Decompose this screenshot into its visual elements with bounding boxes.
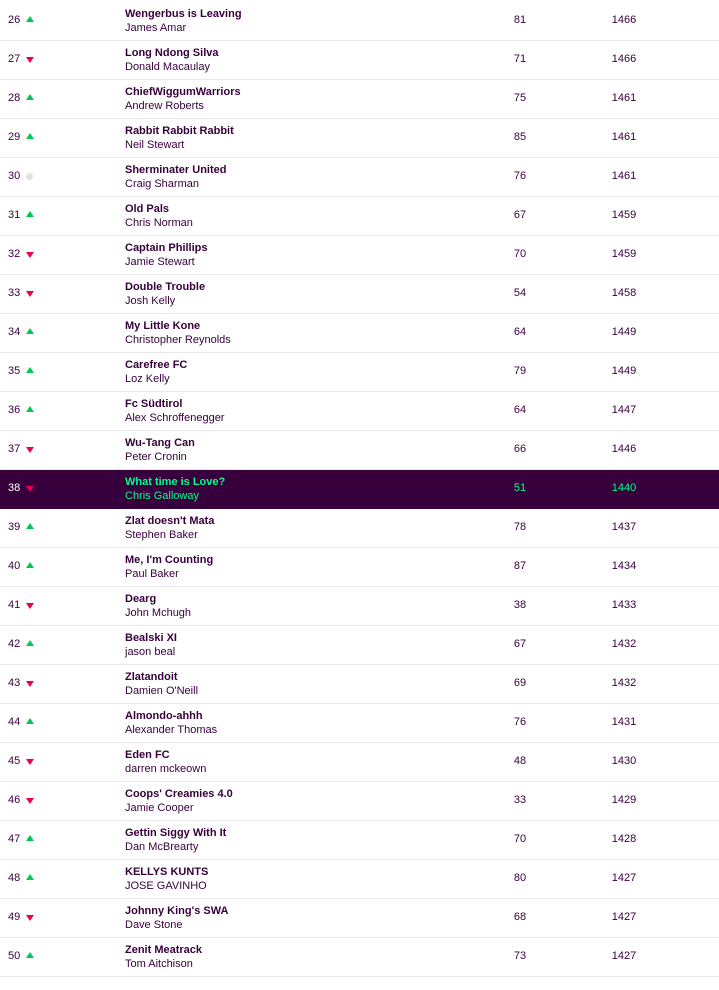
- rank-number: 36: [8, 404, 21, 416]
- team-name-link[interactable]: Zlat doesn't Mata: [125, 515, 215, 527]
- manager-name: Donald Macaulay: [125, 61, 210, 73]
- rank-number: 40: [8, 560, 21, 572]
- gameweek-points: 76: [513, 716, 527, 728]
- team-name-link[interactable]: Sherminater United: [125, 164, 227, 176]
- manager-name: Christopher Reynolds: [125, 334, 231, 346]
- table-row[interactable]: [0, 626, 719, 665]
- rank-number: 38: [8, 482, 21, 494]
- arrow-down-icon: [26, 447, 34, 453]
- table-row[interactable]: [0, 275, 719, 314]
- team-name-link[interactable]: Me, I'm Counting: [125, 554, 214, 566]
- table-row[interactable]: [0, 197, 719, 236]
- manager-name: Chris Galloway: [125, 490, 199, 502]
- total-points: 1428: [611, 833, 637, 845]
- team-name-link[interactable]: What time is Love?: [125, 476, 226, 488]
- gameweek-points: 70: [513, 833, 527, 845]
- manager-name: jason beal: [125, 646, 176, 658]
- arrow-down-icon: [26, 486, 34, 492]
- table-row[interactable]: [0, 509, 719, 548]
- arrow-up-icon: [26, 640, 34, 646]
- manager-name: Craig Sharman: [125, 178, 199, 190]
- table-row[interactable]: [0, 431, 719, 470]
- total-points: 1429: [611, 794, 637, 806]
- rank-number: 42: [8, 638, 21, 650]
- manager-name: JOSE GAVINHO: [125, 880, 207, 892]
- arrow-down-icon: [26, 603, 34, 609]
- team-name-link[interactable]: Coops' Creamies 4.0: [125, 788, 233, 800]
- rank-number: 32: [8, 248, 21, 260]
- table-row[interactable]: [0, 821, 719, 860]
- arrow-up-icon: [26, 562, 34, 568]
- arrow-down-icon: [26, 798, 34, 804]
- team-name-link[interactable]: Dearg: [125, 593, 157, 605]
- total-points: 1430: [611, 755, 637, 767]
- manager-name: Paul Baker: [125, 568, 179, 580]
- total-points: 1427: [611, 950, 637, 962]
- gameweek-points: 48: [513, 755, 527, 767]
- manager-name: Josh Kelly: [125, 295, 176, 307]
- gameweek-points: 33: [513, 794, 527, 806]
- gameweek-points: 85: [513, 131, 527, 143]
- rank-number: 49: [8, 911, 21, 923]
- team-name-link[interactable]: Eden FC: [125, 749, 170, 761]
- team-name-link[interactable]: Captain Phillips: [125, 242, 208, 254]
- manager-name: John Mchugh: [125, 607, 192, 619]
- arrow-up-icon: [26, 523, 34, 529]
- arrow-up-icon: [26, 367, 34, 373]
- arrow-down-icon: [26, 915, 34, 921]
- gameweek-points: 70: [513, 248, 527, 260]
- total-points: 1431: [611, 716, 637, 728]
- arrow-up-icon: [26, 718, 34, 724]
- team-name-link[interactable]: Zenit Meatrack: [125, 944, 203, 956]
- rank-number: 46: [8, 794, 21, 806]
- gameweek-points: 38: [513, 599, 527, 611]
- team-name-link[interactable]: Long Ndong Silva: [125, 47, 219, 59]
- arrow-up-icon: [26, 16, 34, 22]
- table-row[interactable]: [0, 743, 719, 782]
- rank-number: 27: [8, 53, 21, 65]
- arrow-down-icon: [26, 291, 34, 297]
- table-row[interactable]: [0, 860, 719, 899]
- team-name-link[interactable]: Gettin Siggy With It: [125, 827, 227, 839]
- gameweek-points: 87: [513, 560, 527, 572]
- rank-number: 34: [8, 326, 21, 338]
- rank-number: 41: [8, 599, 21, 611]
- table-row[interactable]: [0, 665, 719, 704]
- arrow-down-icon: [26, 57, 34, 63]
- total-points: 1459: [611, 248, 637, 260]
- gameweek-points: 68: [513, 911, 527, 923]
- total-points: 1432: [611, 638, 637, 650]
- manager-name: Loz Kelly: [125, 373, 170, 385]
- arrow-up-icon: [26, 94, 34, 100]
- team-name-link[interactable]: ChiefWiggumWarriors: [125, 86, 241, 98]
- gameweek-points: 64: [513, 326, 527, 338]
- gameweek-points: 66: [513, 443, 527, 455]
- total-points: 1449: [611, 365, 637, 377]
- rank-number: 43: [8, 677, 21, 689]
- arrow-down-icon: [26, 681, 34, 687]
- gameweek-points: 67: [513, 638, 527, 650]
- rank-number: 45: [8, 755, 21, 767]
- team-name-link[interactable]: My Little Kone: [125, 320, 201, 332]
- manager-name: Andrew Roberts: [125, 100, 204, 112]
- table-row[interactable]: [0, 41, 719, 80]
- arrow-up-icon: [26, 133, 34, 139]
- gameweek-points: 73: [513, 950, 527, 962]
- manager-name: Alexander Thomas: [125, 724, 218, 736]
- team-name-link[interactable]: Rabbit Rabbit Rabbit: [125, 125, 234, 137]
- gameweek-points: 80: [513, 872, 527, 884]
- total-points: 1466: [611, 53, 637, 65]
- arrow-up-icon: [26, 406, 34, 412]
- team-name-link[interactable]: Johnny King's SWA: [125, 905, 229, 917]
- manager-name: Damien O'Neill: [125, 685, 199, 697]
- gameweek-points: 64: [513, 404, 527, 416]
- total-points: 1461: [611, 131, 637, 143]
- rank-number: 37: [8, 443, 21, 455]
- team-name-link[interactable]: Fc Südtirol: [125, 398, 183, 410]
- arrow-up-icon: [26, 328, 34, 334]
- arrow-up-icon: [26, 952, 34, 958]
- total-points: 1434: [611, 560, 637, 572]
- table-row[interactable]: [0, 587, 719, 626]
- total-points: 1433: [611, 599, 637, 611]
- table-row[interactable]: [0, 782, 719, 821]
- rank-number: 29: [8, 131, 21, 143]
- total-points: 1461: [611, 170, 637, 182]
- manager-name: Jamie Cooper: [125, 802, 194, 814]
- arrow-up-icon: [26, 211, 34, 217]
- manager-name: Peter Cronin: [125, 451, 187, 463]
- gameweek-points: 76: [513, 170, 527, 182]
- total-points: 1446: [611, 443, 637, 455]
- gameweek-points: 81: [513, 14, 527, 26]
- total-points: 1449: [611, 326, 637, 338]
- rank-number: 39: [8, 521, 21, 533]
- table-row[interactable]: [0, 938, 719, 977]
- manager-name: Jamie Stewart: [125, 256, 195, 268]
- total-points: 1466: [611, 14, 637, 26]
- total-points: 1432: [611, 677, 637, 689]
- team-name-link[interactable]: Wu-Tang Can: [125, 437, 195, 449]
- total-points: 1461: [611, 92, 637, 104]
- table-row[interactable]: [0, 236, 719, 275]
- gameweek-points: 67: [513, 209, 527, 221]
- rank-number: 50: [8, 950, 21, 962]
- total-points: 1458: [611, 287, 637, 299]
- table-row[interactable]: [0, 119, 719, 158]
- manager-name: Chris Norman: [125, 217, 193, 229]
- table-row[interactable]: [0, 314, 719, 353]
- gameweek-points: 79: [513, 365, 527, 377]
- arrow-down-icon: [26, 759, 34, 765]
- rank-number: 31: [8, 209, 21, 221]
- table-row[interactable]: [0, 158, 719, 197]
- total-points: 1459: [611, 209, 637, 221]
- team-name-link[interactable]: Bealski XI: [125, 632, 177, 644]
- rank-number: 30: [8, 170, 21, 182]
- table-row[interactable]: [0, 392, 719, 431]
- manager-name: darren mckeown: [125, 763, 207, 775]
- manager-name: Dan McBrearty: [125, 841, 199, 853]
- manager-name: Alex Schroffenegger: [125, 412, 225, 424]
- table-row[interactable]: [0, 548, 719, 587]
- gameweek-points: 54: [513, 287, 527, 299]
- table-row[interactable]: [0, 2, 719, 41]
- gameweek-points: 78: [513, 521, 527, 533]
- gameweek-points: 75: [513, 92, 527, 104]
- team-name-link[interactable]: KELLYS KUNTS: [125, 866, 209, 878]
- rank-number: 33: [8, 287, 21, 299]
- team-name-link[interactable]: Wengerbus is Leaving: [125, 8, 242, 20]
- league-standings-table: [0, 2, 719, 977]
- no-change-icon: [26, 173, 33, 180]
- arrow-up-icon: [26, 835, 34, 841]
- total-points: 1447: [611, 404, 637, 416]
- total-points: 1427: [611, 911, 637, 923]
- manager-name: James Amar: [125, 22, 187, 34]
- rank-number: 47: [8, 833, 21, 845]
- table-row[interactable]: [0, 899, 719, 938]
- team-name-link[interactable]: Almondo-ahhh: [125, 710, 203, 722]
- rank-number: 28: [8, 92, 21, 104]
- table-row[interactable]: [0, 353, 719, 392]
- total-points: 1427: [611, 872, 637, 884]
- rank-number: 35: [8, 365, 21, 377]
- arrow-down-icon: [26, 252, 34, 258]
- gameweek-points: 51: [513, 482, 527, 494]
- manager-name: Tom Aitchison: [125, 958, 193, 970]
- team-name-link[interactable]: Zlatandoit: [125, 671, 178, 683]
- team-name-link[interactable]: Old Pals: [125, 203, 170, 215]
- team-name-link[interactable]: Double Trouble: [125, 281, 206, 293]
- total-points: 1437: [611, 521, 637, 533]
- team-name-link[interactable]: Carefree FC: [125, 359, 188, 371]
- rank-number: 44: [8, 716, 21, 728]
- rank-number: 26: [8, 14, 21, 26]
- gameweek-points: 69: [513, 677, 527, 689]
- table-row[interactable]: [0, 704, 719, 743]
- table-row[interactable]: [0, 80, 719, 119]
- manager-name: Dave Stone: [125, 919, 183, 931]
- arrow-up-icon: [26, 874, 34, 880]
- total-points: 1440: [611, 482, 637, 494]
- manager-name: Stephen Baker: [125, 529, 198, 541]
- table-row[interactable]: [0, 470, 719, 509]
- gameweek-points: 71: [513, 53, 527, 65]
- manager-name: Neil Stewart: [125, 139, 185, 151]
- rank-number: 48: [8, 872, 21, 884]
